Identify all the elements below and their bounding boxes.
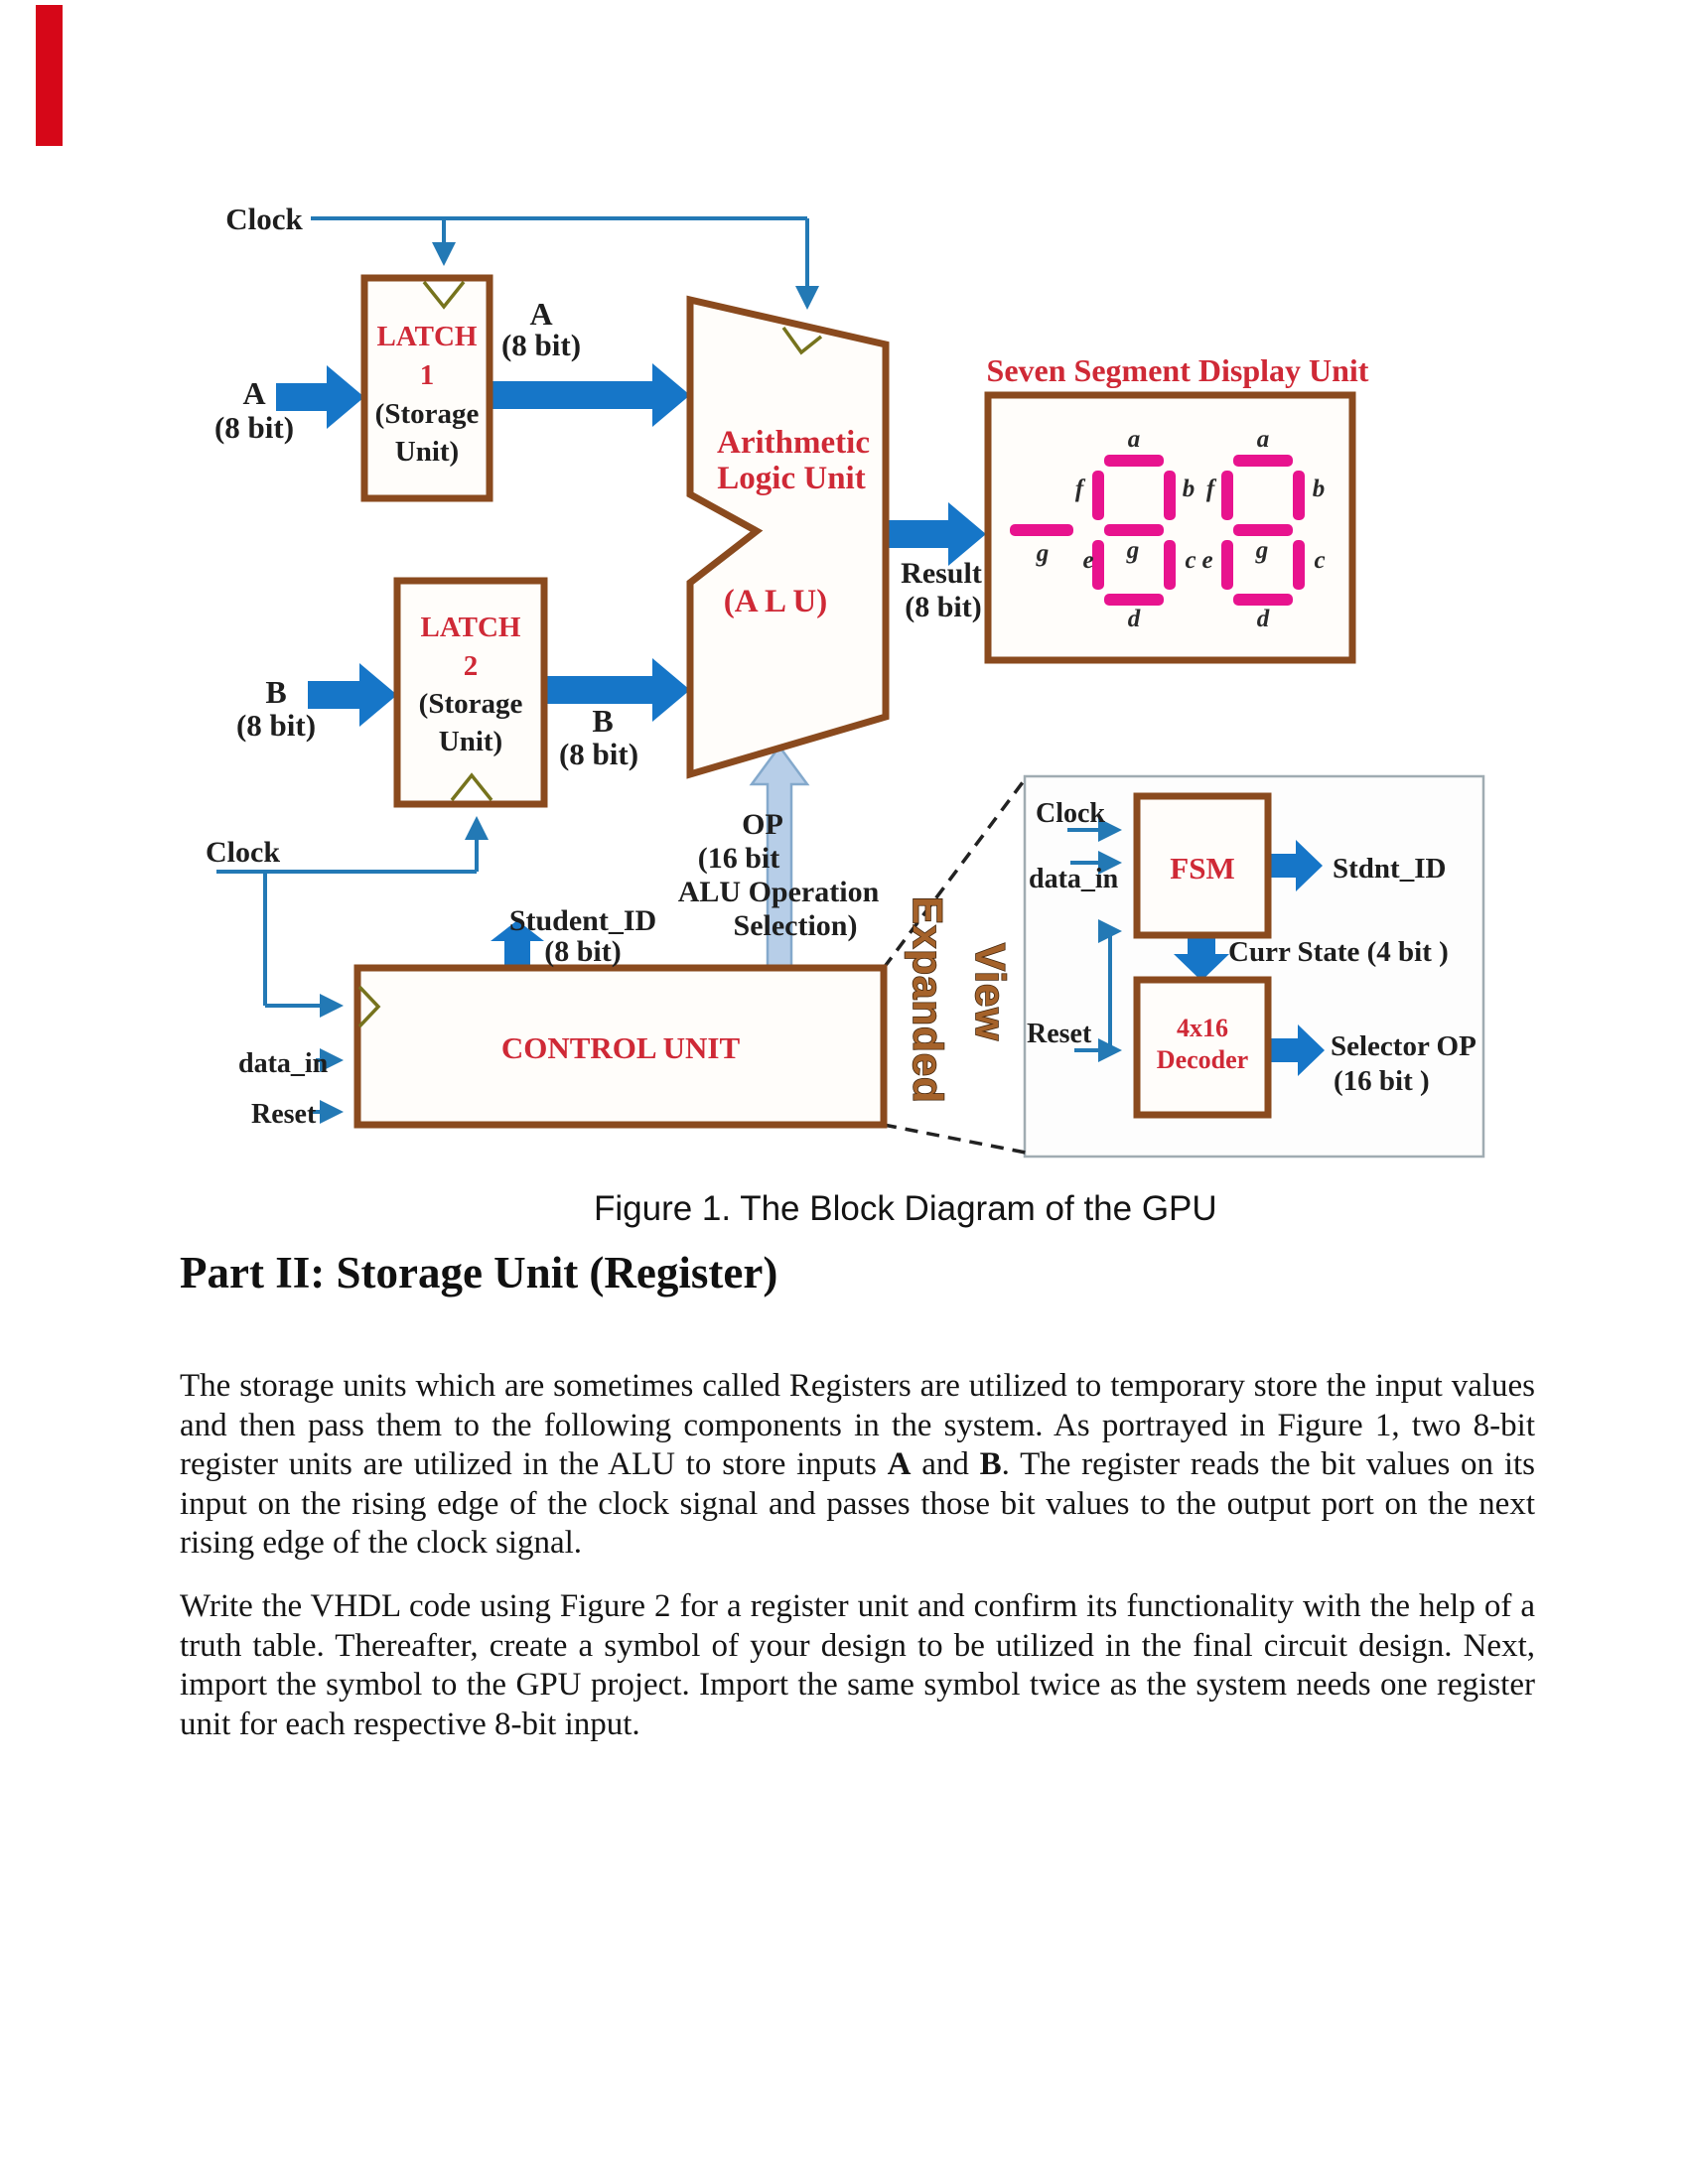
seg-label: f [1205, 476, 1215, 502]
latch2-title: LATCH [420, 612, 521, 643]
seg-label: g [1255, 537, 1269, 564]
alu-abbrev: (A L U) [723, 584, 828, 619]
paragraph-1-text: . The register reads the bit values on its input on the rising edge of the clock signal and passes those bit values to the output port on the next rising edge of the clock signal. [180, 1446, 1536, 1561]
op-label-line4: Selection) [733, 909, 858, 942]
bus-a-width-label: (8 bit) [500, 328, 582, 362]
input-a-label: A [242, 375, 266, 411]
bus-b-width-label: (8 bit) [558, 737, 639, 771]
paragraph-2: Write the VHDL code using Figure 2 for a register unit and confirm its functionality with the help of a truth table. Thereafter, create a symbol of your design to be utilized in the final circuit design. Next, import the symbol to the GPU project. Import the same symbol twice as the system needs one register unit for each respective 8-bit input. [180, 1588, 1535, 1742]
student-id-width-label: (8 bit) [544, 935, 622, 968]
clock-top-label: Clock [225, 202, 303, 236]
latch1-subtitle1: (Storage [374, 398, 480, 430]
bold-input-b: B [979, 1446, 1002, 1482]
latch2-number: 2 [463, 650, 479, 682]
control-unit-title: CONTROL UNIT [500, 1030, 741, 1065]
latch2-subtitle1: (Storage [418, 688, 523, 720]
data-in-label: data_in [238, 1048, 329, 1079]
seg-label: e [1082, 547, 1094, 574]
bus-a-label: A [529, 296, 553, 332]
b-input-arrow [308, 663, 397, 727]
expanded-view-callout-word1: Expanded [905, 896, 951, 1104]
figure-caption: Figure 1. The Block Diagram of the GPU [594, 1189, 1217, 1228]
input-b-width-label: (8 bit) [235, 708, 317, 743]
expanded-clock-label: Clock [1036, 798, 1105, 829]
section-heading: Part II: Storage Unit (Register) [180, 1248, 778, 1297]
seg-label: b [1312, 476, 1326, 502]
clock-bottom-label: Clock [206, 836, 280, 869]
bus-b-label: B [592, 703, 614, 739]
selector-op-label-line2: (16 bit ) [1334, 1065, 1430, 1097]
seg-label: f [1074, 476, 1084, 502]
seg-label: a [1127, 426, 1141, 453]
stdnt-id-label: Stdnt_ID [1333, 853, 1447, 885]
decoder-title-line1: 4x16 [1177, 1014, 1228, 1042]
selector-op-label-line1: Selector OP [1331, 1030, 1477, 1062]
seg-label: d [1256, 606, 1270, 632]
expanded-data-in-label: data_in [1029, 864, 1119, 894]
curr-state-label: Curr State (4 bit ) [1228, 936, 1449, 968]
op-label-line2: (16 bit [697, 842, 780, 875]
seven-segment-title: Seven Segment Display Unit [986, 352, 1369, 388]
a-bus-arrow [490, 363, 690, 427]
decoder-title-line2: Decoder [1156, 1045, 1249, 1074]
result-label: Result [901, 557, 982, 590]
input-b-label: B [265, 674, 287, 710]
expanded-reset-label: Reset [1027, 1019, 1092, 1049]
paragraph-1-text: The storage units which are sometimes called Registers are utilized to temporary store the input values and then pass them to the following components in the system. As portrayed in Figure 1, two 8-bit register units are utilized in the ALU to store inputs [180, 1368, 1535, 1482]
seg-label: c [1185, 547, 1196, 574]
input-a-width-label: (8 bit) [213, 410, 295, 445]
expanded-callout-dash-bottom [884, 1125, 1026, 1153]
op-label-line3: ALU Operation [677, 876, 880, 908]
b-bus-arrow [544, 658, 690, 722]
student-id-label: Student_ID [508, 904, 657, 937]
seg-label: b [1182, 476, 1196, 502]
result-width-label: (8 bit) [905, 591, 982, 623]
fsm-title: FSM [1170, 851, 1235, 886]
bold-input-a: A [887, 1446, 912, 1482]
seg-label: c [1314, 547, 1326, 574]
latch1-title: LATCH [376, 321, 478, 352]
latch1-number: 1 [419, 359, 435, 391]
paragraph-1-text: and [911, 1446, 980, 1482]
seg-label: a [1256, 426, 1270, 453]
paragraph-1 [180, 1367, 1535, 1564]
alu-title-line1: Arithmetic [717, 425, 870, 461]
minus-segment [1010, 524, 1073, 536]
op-label-line1: OP [742, 808, 783, 841]
alu-shape [690, 300, 886, 774]
alu-title-line2: Logic Unit [717, 461, 866, 496]
seg-label: d [1127, 606, 1141, 632]
seg-label: g [1126, 537, 1140, 564]
latch2-subtitle2: Unit) [438, 726, 503, 757]
seg-label: e [1201, 547, 1213, 574]
expanded-view-callout-word2: View [967, 943, 1014, 1041]
reset-label: Reset [251, 1099, 317, 1130]
seg-label: g [1036, 540, 1050, 567]
latch1-subtitle2: Unit) [394, 436, 460, 468]
